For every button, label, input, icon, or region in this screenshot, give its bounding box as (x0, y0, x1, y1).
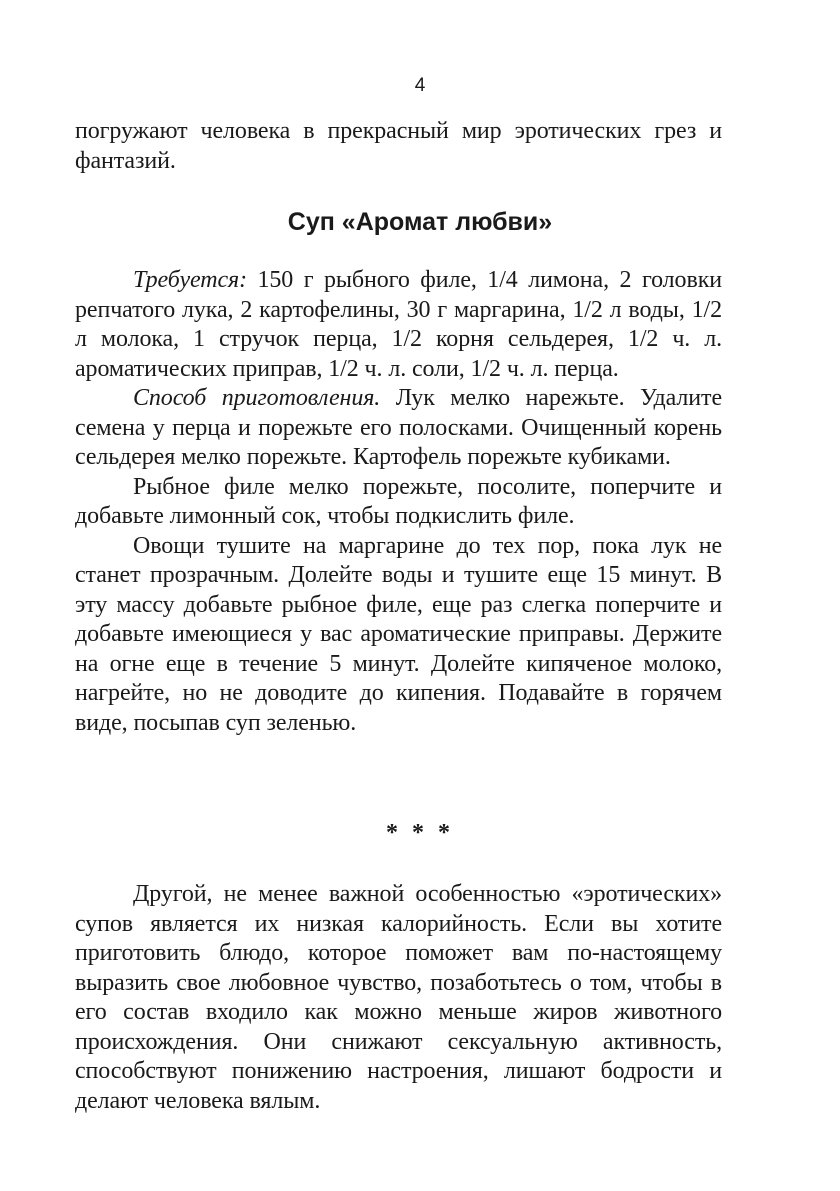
recipe-body (75, 266, 722, 738)
ingredients-text: 150 г рыбного филе, 1/4 лимона, 2 головки репчатого лука, 2 картофелины, 30 г маргарина, 1/2 л воды, 1/2 л молока, 1 стручок перца, 1/2 корня сельдерея, 1/2 ч. л. ароматических приправ, 1/2 ч. л. соли, 1/2 ч. л. перца. (75, 267, 722, 382)
outro-paragraph: Другой, не менее важной особенностью «эротических» супов является их низкая калорийность. Если вы хотите приготовить блюдо, которое поможет вам по-настоящему выразить свое любовное чувство, позаботьтесь о том, чтобы в его состав входило как можно меньше жиров животного происхождения. Они снижают сексуальную активность, способствуют понижению настроения, лишают бодрости и делают человека вялым. (75, 881, 722, 1114)
method-label: Способ приготовления. (133, 385, 381, 411)
step-paragraph: Рыбное филе мелко порежьте, посолите, поперчите и добавьте лимонный сок, чтобы подкислить филе. (75, 473, 722, 529)
method-paragraph (75, 384, 722, 473)
page-number: 4 (414, 75, 426, 96)
intro-section (75, 117, 722, 176)
ingredients-paragraph (75, 266, 722, 384)
intro-paragraph: погружают человека в прекрасный мир эротических грез и фантазий. (75, 118, 722, 174)
section-separator: * * * (386, 820, 454, 846)
method-text: Лук мелко нарежьте. Удалите семена у перца и порежьте его полосками. Очищенный корень сельдерея мелко порежьте. Картофель порежьте кубиками. (75, 385, 722, 470)
recipe-title: Суп «Аромат любви» (287, 208, 553, 236)
step-paragraph: Овощи тушите на маргарине до тех пор, пока лук не станет прозрачным. Долейте воды и тушите еще 15 минут. В эту массу добавьте рыбное филе, еще раз слегка поперчите и добавьте имеющиеся у вас ароматические приправы. Держите на огне еще в течение 5 минут. Долейте кипяченое молоко, нагрейте, но не доводите до кипения. Подавайте в горячем виде, посыпав суп зеленью. (75, 532, 722, 736)
outro-section (75, 880, 722, 1116)
ingredients-label: Требуется: (133, 267, 247, 293)
